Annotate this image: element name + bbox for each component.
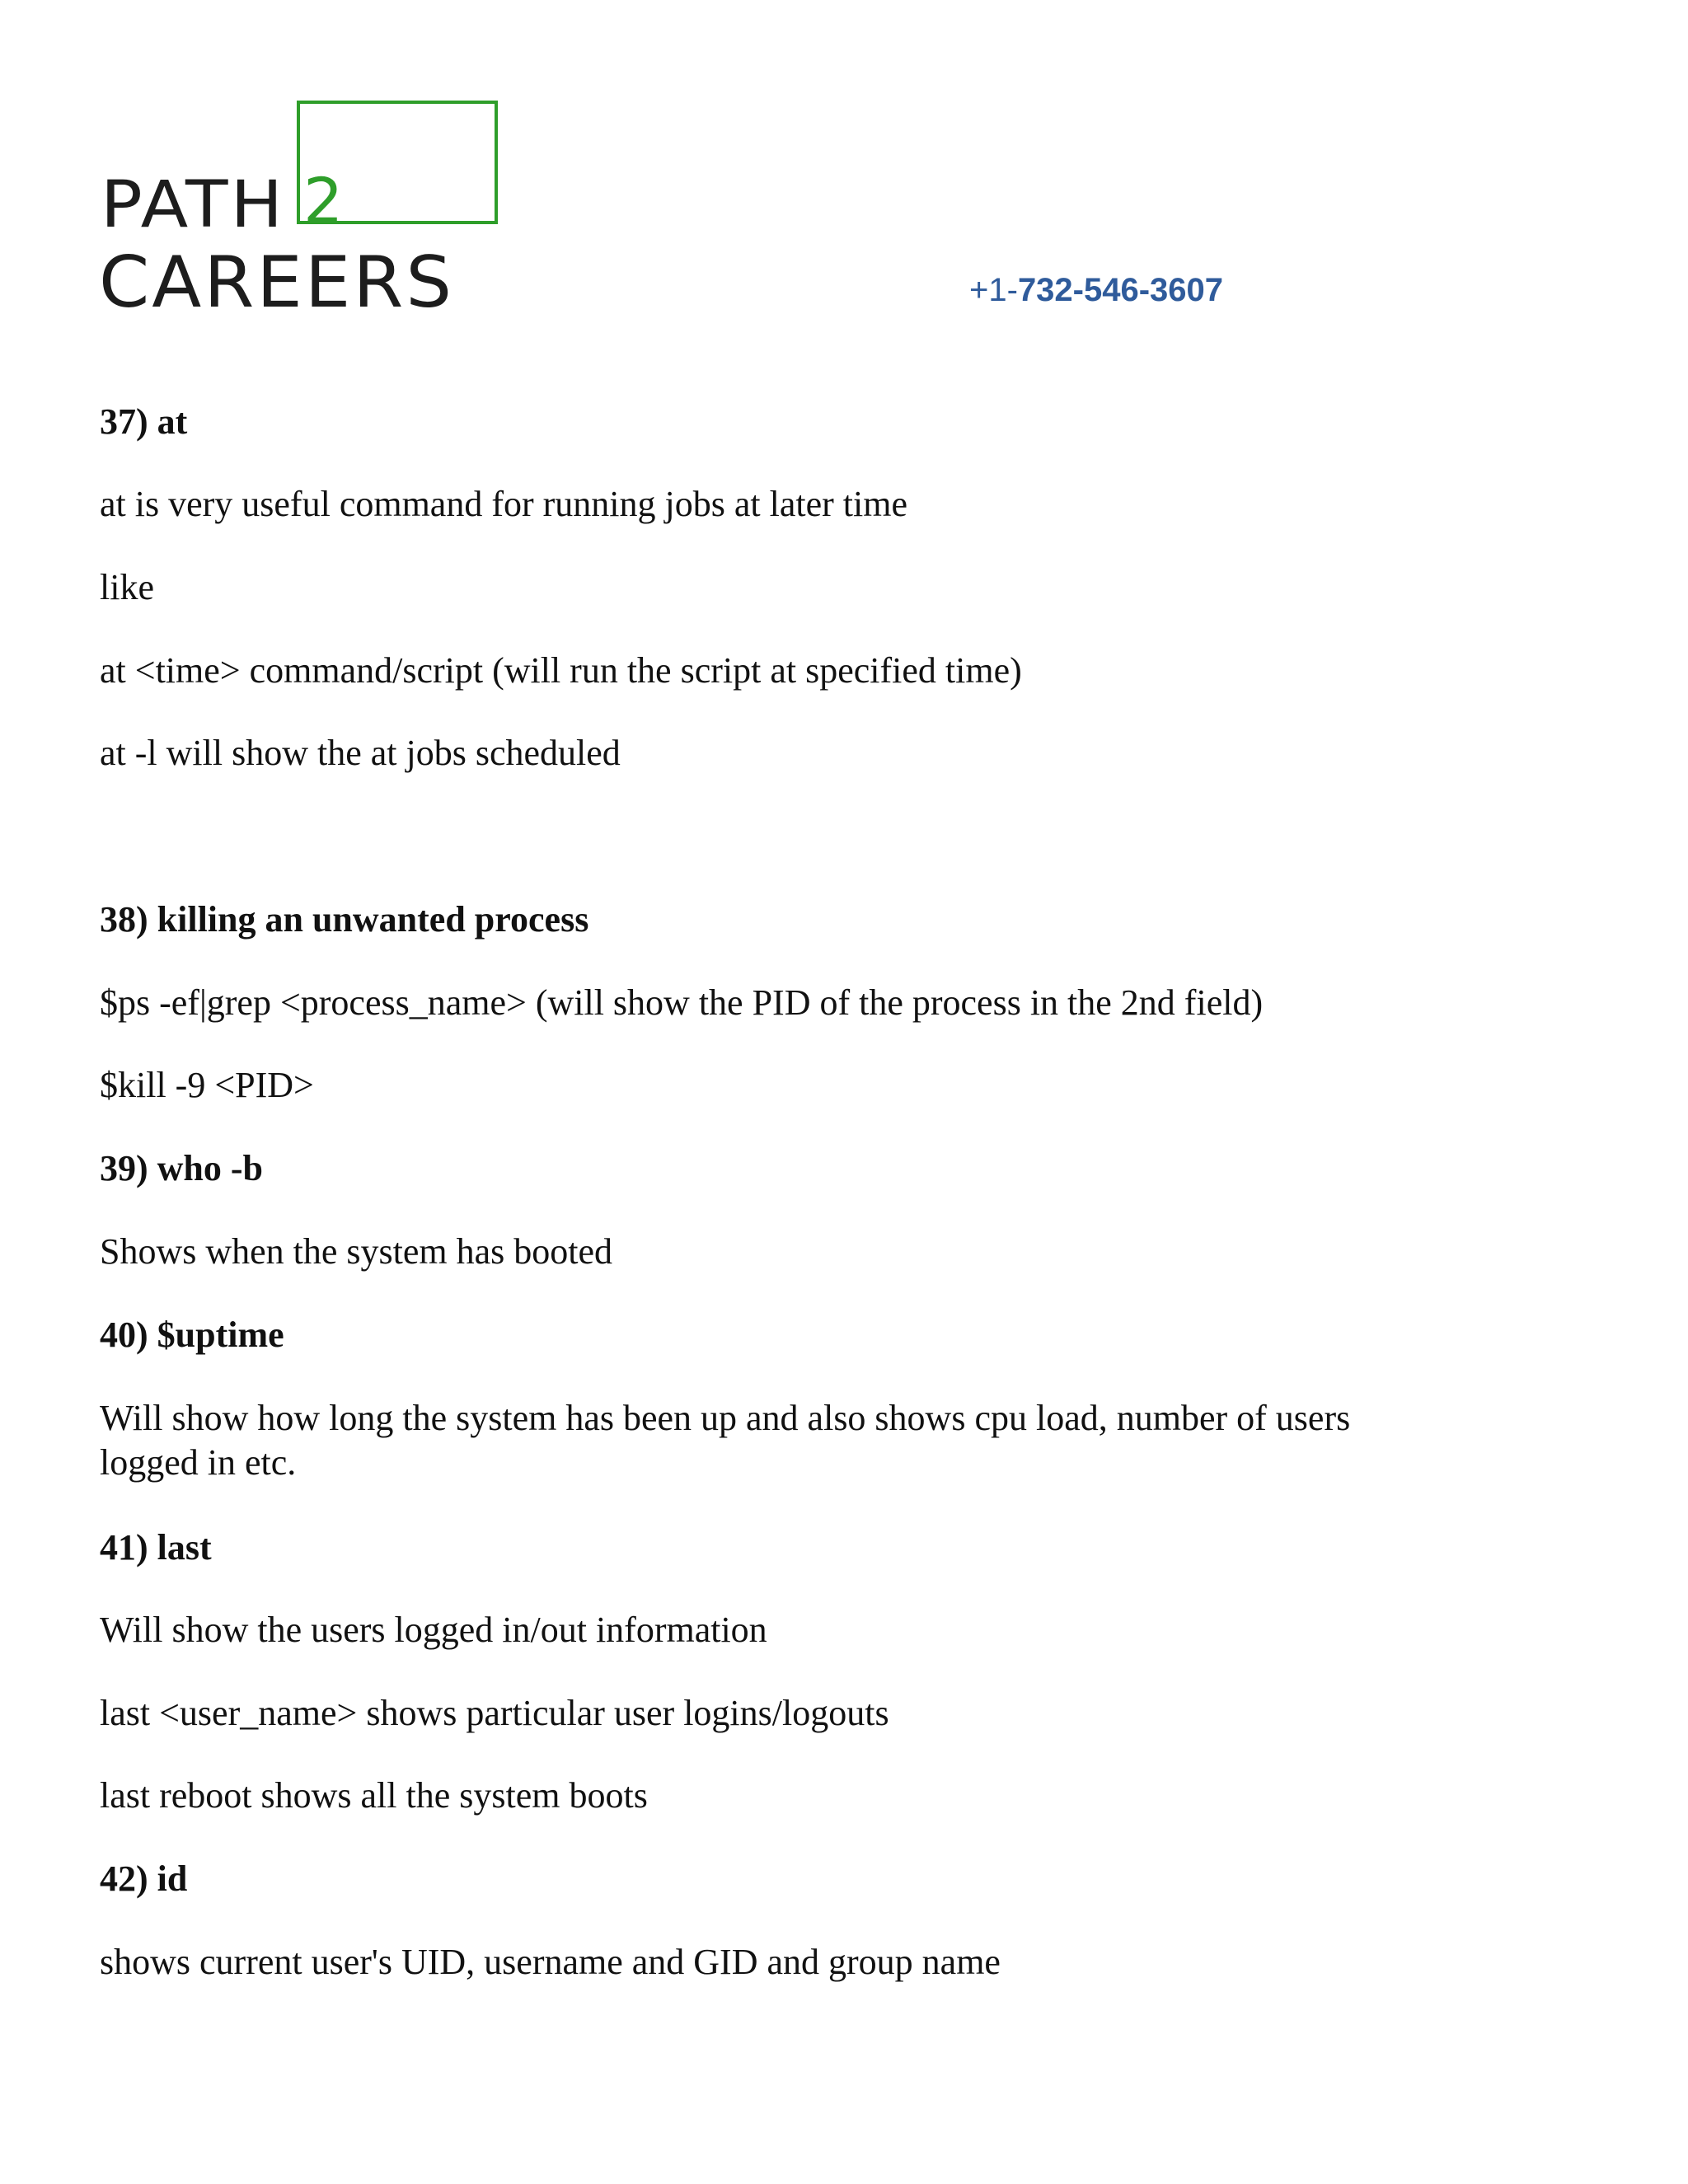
logo-digit-two: 2 — [303, 164, 344, 237]
section-heading: 40) $uptime — [100, 1315, 284, 1355]
body-line: like — [100, 567, 154, 607]
body-line: shows current user's UID, username and GID and group name — [100, 1942, 1001, 1982]
section-heading: 37) at — [100, 401, 188, 442]
logo-word-careers: CAREERS — [99, 241, 455, 324]
body-line: last reboot shows all the system boots — [100, 1775, 648, 1816]
body-line: last <user_name> shows particular user logins/logouts — [100, 1693, 889, 1733]
body-line: $kill -9 <PID> — [100, 1065, 314, 1105]
body-line: Will show the users logged in/out information — [100, 1610, 767, 1650]
logo-word-path: PATH — [101, 168, 286, 242]
body-line: logged in etc. — [100, 1442, 297, 1483]
body-line: at is very useful command for running jobs at later time — [100, 484, 907, 524]
section-heading: 38) killing an unwanted process — [100, 899, 589, 940]
body-line: at -l will show the at jobs scheduled — [100, 733, 621, 773]
section-heading: 42) id — [100, 1858, 188, 1899]
body-line: at <time> command/script (will run the script at specified time) — [100, 650, 1022, 691]
body-line: Will show how long the system has been up and also shows cpu load, number of users — [100, 1398, 1351, 1438]
path2careers-logo — [99, 97, 463, 324]
section-heading: 39) who -b — [100, 1148, 264, 1188]
phone-digits: 732-546-3607 — [1017, 272, 1224, 308]
body-line: $ps -ef|grep <process_name> (will show the PID of the process in the 2nd field) — [100, 982, 1264, 1023]
phone-number — [969, 272, 1223, 309]
phone-prefix: +1- — [969, 272, 1018, 308]
section-heading: 41) last — [100, 1527, 212, 1568]
body-line: Shows when the system has booted — [100, 1231, 613, 1272]
